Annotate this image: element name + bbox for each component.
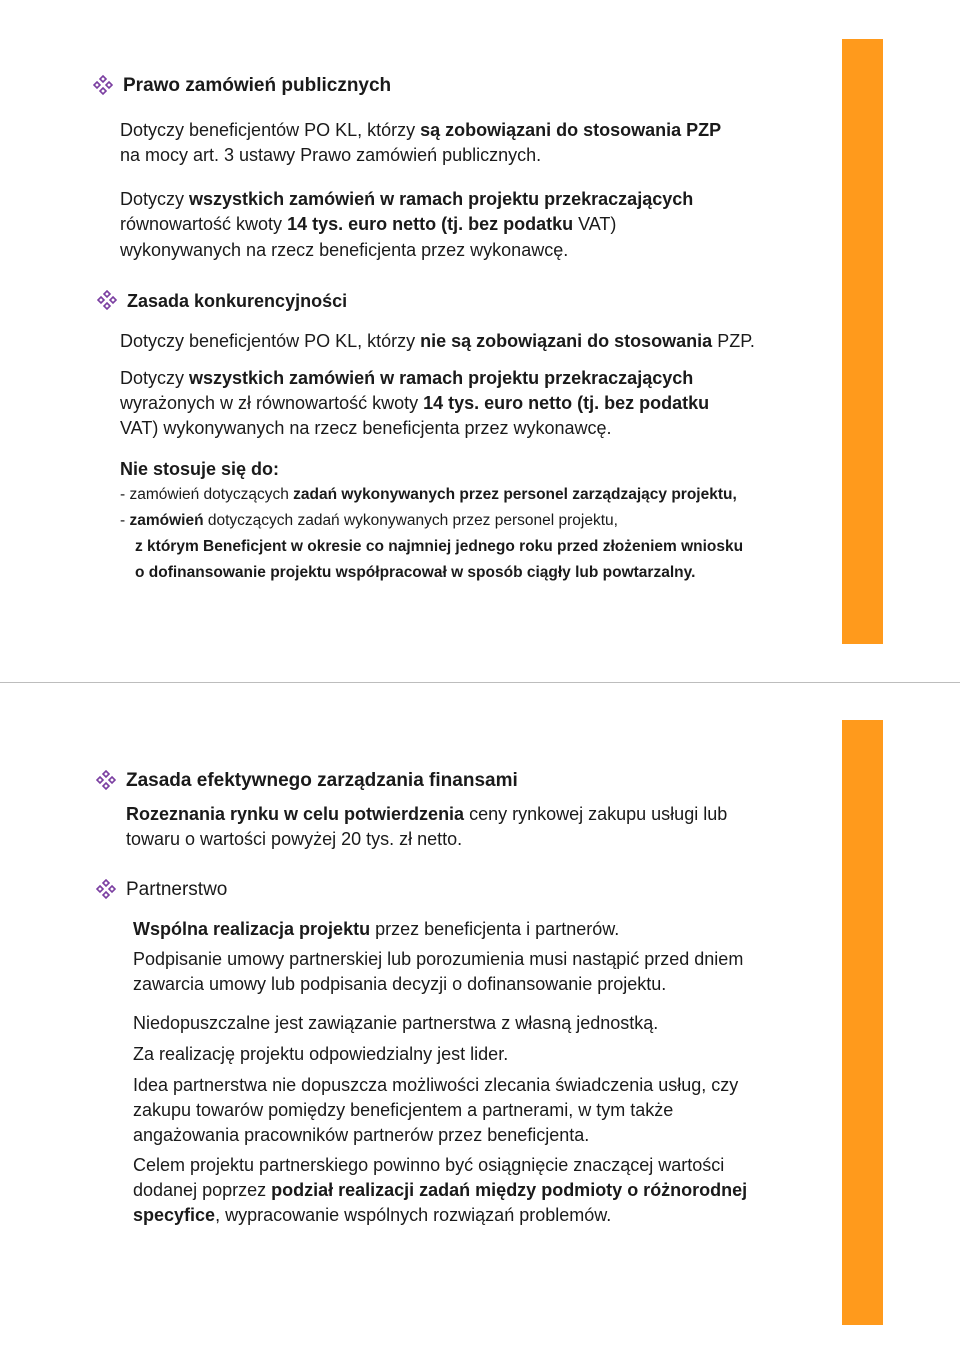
text-span: Dotyczy: [120, 189, 190, 209]
bold-span: są zobowiązani do stosowania PZP: [420, 120, 722, 140]
paragraph-line: zakupu towarów pomiędzy beneficjentem a partnerami, w tym także: [133, 1100, 674, 1120]
text-span: Dotyczy: [120, 368, 190, 388]
paragraph-line: [120, 188, 693, 210]
text-span: dotyczących zadań wykonywanych przez personel projektu,: [203, 512, 618, 529]
slide-1: [0, 0, 960, 682]
heading-text: Zasada konkurencyjności: [127, 291, 348, 311]
list-item-continuation: o dofinansowanie projektu współpracował w sposób ciągły lub powtarzalny.: [135, 564, 696, 581]
paragraph-line: towaru o wartości powyżej 20 tys. zł netto.: [126, 829, 463, 849]
paragraph-line: Podpisanie umowy partnerskiej lub porozumienia musi nastąpić przed dniem: [133, 949, 744, 969]
page-divider: [0, 682, 960, 683]
paragraph-line: Za realizację projektu odpowiedzialny jest lider.: [133, 1044, 509, 1064]
paragraph-line: [126, 803, 727, 825]
text-span: VAT): [573, 214, 617, 234]
paragraph-line: [120, 367, 693, 389]
paragraph-line: [120, 330, 755, 352]
text-span: PZP.: [712, 331, 755, 351]
bold-span: podział realizacji zadań między podmioty o różnorodnej: [271, 1180, 748, 1200]
text-span: przez beneficjenta i partnerów.: [370, 919, 620, 939]
paragraph-line: [120, 392, 709, 414]
list-item: [120, 511, 618, 531]
bold-span: 14 tys. euro netto (tj. bez podatku: [287, 214, 574, 234]
bold-span: Wspólna realizacja projektu: [133, 919, 371, 939]
list-item-continuation: z którym Beneficjent w okresie co najmniej jednego roku przed złożeniem wniosku: [135, 538, 744, 555]
paragraph-line: na mocy art. 3 ustawy Prawo zamówień publicznych.: [120, 145, 542, 165]
paragraph-line: [120, 213, 616, 235]
paragraph-line: [133, 918, 619, 940]
text-span: wyrażonych w zł równowartość kwoty: [120, 393, 424, 413]
paragraph-line: [133, 1179, 747, 1201]
bold-span: zamówień: [129, 512, 204, 529]
text-span: - zamówień dotyczących: [120, 486, 294, 503]
paragraph-line: Niedopuszczalne jest zawiązanie partnerstwa z własną jednostką.: [133, 1013, 659, 1033]
bold-span: zadań wykonywanych przez personel zarządzający projektu,: [293, 486, 737, 503]
four-diamond-bullet-icon: [93, 75, 113, 95]
paragraph-line: Idea partnerstwa nie dopuszcza możliwości zlecania świadczenia usług, czy: [133, 1075, 739, 1095]
paragraph-line: Nie stosuje się do:: [120, 459, 280, 479]
four-diamond-bullet-icon: [97, 290, 117, 310]
paragraph-line: [133, 1204, 611, 1226]
accent-bar: [842, 720, 883, 1325]
list-item: [120, 485, 737, 505]
heading-text: Partnerstwo: [126, 879, 228, 900]
four-diamond-bullet-icon: [96, 770, 116, 790]
text-span: dodanej poprzez: [133, 1180, 272, 1200]
paragraph-line: VAT) wykonywanych na rzecz beneficjenta przez wykonawcę.: [120, 418, 612, 438]
four-diamond-bullet-icon: [96, 879, 116, 899]
bold-span: specyfice: [133, 1205, 216, 1225]
text-span: Dotyczy beneficjentów PO KL, którzy: [120, 331, 421, 351]
bold-span: Rozeznania rynku w celu potwierdzenia: [126, 804, 465, 824]
slide-2: [0, 684, 960, 1367]
bold-span: wszystkich zamówień w ramach projektu przekraczających: [189, 368, 694, 388]
text-span: ceny rynkowej zakupu usługi lub: [464, 804, 728, 824]
paragraph-line: Celem projektu partnerskiego powinno być osiągnięcie znaczącej wartości: [133, 1155, 725, 1175]
bold-span: wszystkich zamówień w ramach projektu przekraczających: [189, 189, 694, 209]
text-span: Dotyczy beneficjentów PO KL, którzy: [120, 120, 421, 140]
accent-bar: [842, 39, 883, 644]
bold-span: nie są zobowiązani do stosowania: [420, 331, 713, 351]
text-span: -: [120, 512, 130, 529]
heading-text: Zasada efektywnego zarządzania finansami: [126, 770, 518, 791]
paragraph-line: angażowania pracowników partnerów przez beneficjenta.: [133, 1125, 590, 1145]
text-span: równowartość kwoty: [120, 214, 288, 234]
paragraph-line: wykonywanych na rzecz beneficjenta przez wykonawcę.: [120, 240, 569, 260]
bold-span: 14 tys. euro netto (tj. bez podatku: [423, 393, 710, 413]
heading-text: Prawo zamówień publicznych: [123, 75, 392, 96]
text-span: , wypracowanie wspólnych rozwiązań problemów.: [215, 1205, 612, 1225]
paragraph-line: [120, 119, 721, 141]
paragraph-line: zawarcia umowy lub podpisania decyzji o dofinansowanie projektu.: [133, 974, 667, 994]
